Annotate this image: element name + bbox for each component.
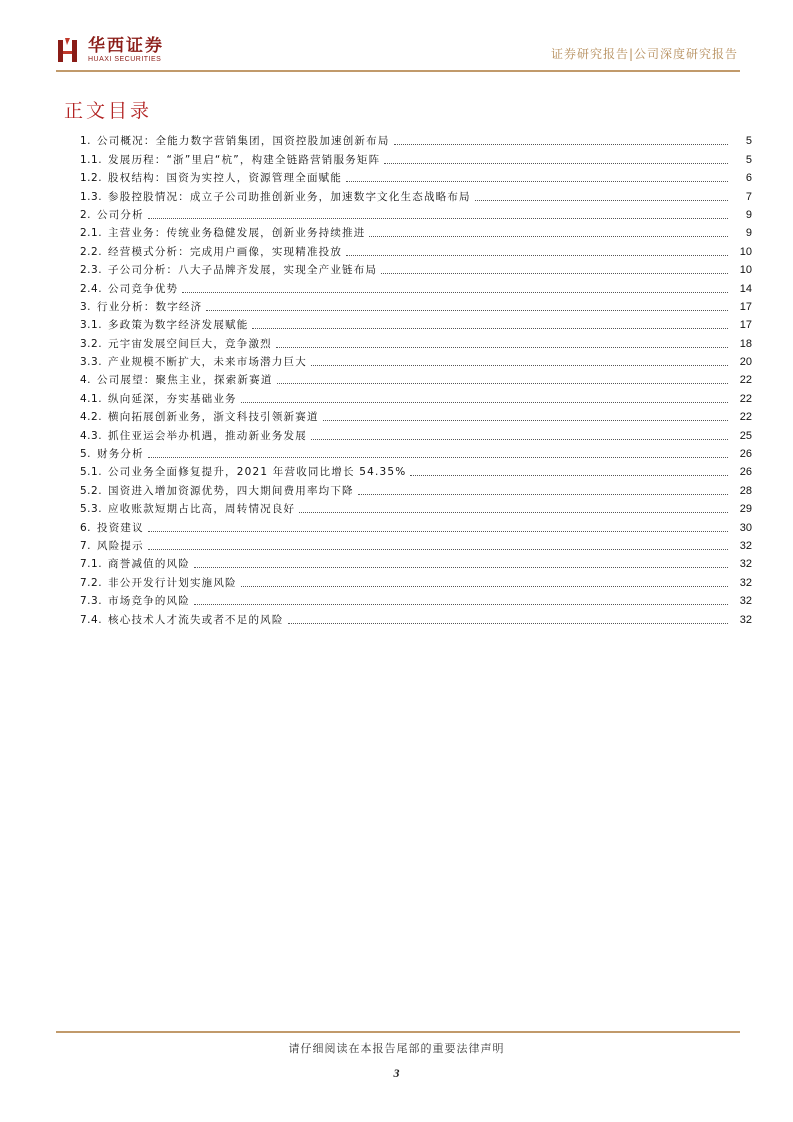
toc-dot-leader — [346, 180, 728, 182]
toc-entry[interactable] — [80, 424, 752, 442]
toc-dot-leader — [381, 272, 728, 274]
toc-entry-page[interactable]: 32 — [739, 613, 752, 626]
toc-entry-page[interactable]: 22 — [739, 392, 752, 405]
toc-dot-leader — [276, 346, 728, 348]
toc-dot-leader — [241, 585, 728, 587]
toc-entry[interactable] — [80, 259, 752, 277]
toc-entry-title[interactable]: 抓住亚运会举办机遇，推动新业务发展 — [108, 429, 307, 442]
toc-entry-number: 2.1. — [80, 227, 103, 240]
toc-dot-leader — [369, 235, 728, 237]
toc-entry-number: 3. — [80, 300, 92, 313]
toc-entry-page[interactable]: 22 — [739, 411, 752, 424]
toc-entry-page[interactable]: 5 — [745, 153, 752, 166]
toc-entry-title[interactable]: 商誉减值的风险 — [108, 558, 190, 571]
toc-dot-leader — [311, 438, 728, 440]
toc-entry[interactable] — [80, 185, 752, 203]
toc-entry[interactable] — [80, 590, 752, 608]
toc-entry-page[interactable]: 20 — [739, 356, 752, 369]
toc-entry-title[interactable]: 核心技术人才流失或者不足的风险 — [108, 613, 284, 626]
toc-entry[interactable] — [80, 351, 752, 369]
report-type: 证券研究报告|公司深度研究报告 — [550, 47, 738, 61]
toc-dot-leader — [475, 199, 728, 201]
toc-entry-number: 2.2. — [80, 245, 103, 258]
footer-divider — [56, 1031, 740, 1033]
toc-entry[interactable] — [80, 535, 752, 553]
toc-entry-number: 7.2. — [80, 576, 103, 589]
toc-entry[interactable] — [80, 608, 752, 626]
toc-entry-title[interactable]: 公司业务全面修复提升，2021 年营收同比增长 54.35% — [108, 466, 407, 479]
toc-entry-page[interactable]: 26 — [739, 448, 752, 461]
header-divider — [56, 70, 740, 72]
toc-entry-number: 5.3. — [80, 503, 103, 516]
toc-entry-number: 6. — [80, 521, 92, 534]
toc-dot-leader — [148, 217, 728, 219]
toc-entry[interactable] — [80, 130, 752, 148]
toc-entry[interactable] — [80, 240, 752, 258]
toc-entry-number: 4. — [80, 374, 92, 387]
toc-entry-title[interactable]: 公司分析 — [97, 208, 144, 221]
toc-entry-page[interactable]: 32 — [739, 576, 752, 589]
toc-entry-number: 3.2. — [80, 337, 103, 350]
toc-dot-leader — [394, 143, 728, 145]
toc-entry-number: 3.1. — [80, 319, 103, 332]
toc-entry-page[interactable]: 14 — [739, 282, 752, 295]
toc-entry-number: 5.2. — [80, 484, 103, 497]
toc-entry-page[interactable]: 28 — [739, 484, 752, 497]
toc-entry-number: 4.3. — [80, 429, 103, 442]
toc-entry-title[interactable]: 公司概况：全能力数字营销集团，国资控股加速创新布局 — [97, 135, 390, 148]
page-number: 3 — [393, 1066, 400, 1080]
toc-entry-page[interactable]: 17 — [739, 319, 752, 332]
toc-entry-title[interactable]: 国资进入增加资源优势，四大期间费用率均下降 — [108, 484, 354, 497]
toc-dot-leader — [206, 309, 728, 311]
toc-entry-number: 5.1. — [80, 466, 103, 479]
toc-entry-title[interactable]: 发展历程：“浙”里启“杭”，构建全链路营销服务矩阵 — [108, 153, 381, 166]
toc-entry-number: 2.4. — [80, 282, 103, 295]
toc-entry[interactable] — [80, 571, 752, 589]
toc-entry-number: 3.3. — [80, 356, 103, 369]
toc-entry-title[interactable]: 元宇宙发展空间巨大，竞争激烈 — [108, 337, 272, 350]
toc-entry[interactable] — [80, 461, 752, 479]
toc-entry-page[interactable]: 10 — [739, 245, 752, 258]
toc-entry-page[interactable]: 22 — [739, 374, 752, 387]
toc-dot-leader — [311, 364, 728, 366]
toc-entry-title[interactable]: 纵向延深，夯实基础业务 — [108, 392, 237, 405]
huaxi-logo — [56, 36, 164, 66]
toc-entry[interactable] — [80, 553, 752, 571]
toc-entry-number: 1. — [80, 135, 92, 148]
toc-entry-title[interactable]: 主营业务：传统业务稳健发展，创新业务持续推进 — [108, 227, 366, 240]
toc-dot-leader — [288, 622, 728, 624]
toc-entry-title[interactable]: 产业规模不断扩大，未来市场潜力巨大 — [108, 356, 307, 369]
toc-entry-page[interactable]: 9 — [745, 227, 752, 240]
toc-entry-page[interactable]: 26 — [739, 466, 752, 479]
toc-entry-title[interactable]: 市场竞争的风险 — [108, 595, 190, 608]
legal-notice: 请仔细阅读在本报告尾部的重要法律声明 — [288, 1042, 505, 1055]
logo-chinese-name: 华西证券 — [88, 36, 164, 56]
toc-entry-page[interactable]: 32 — [739, 558, 752, 571]
toc-entry-number: 7. — [80, 539, 92, 552]
toc-entry-title[interactable]: 多政策为数字经济发展赋能 — [108, 319, 249, 332]
toc-entry-page[interactable]: 9 — [745, 208, 752, 221]
toc-entry-number: 7.1. — [80, 558, 103, 571]
toc-dot-leader — [323, 419, 728, 421]
toc-entry-page[interactable]: 25 — [739, 429, 752, 442]
toc-entry-number: 5. — [80, 448, 92, 461]
toc-dot-leader — [182, 291, 728, 293]
toc-entry-page[interactable]: 30 — [739, 521, 752, 534]
toc-entry-page[interactable]: 32 — [739, 539, 752, 552]
toc-entry[interactable] — [80, 277, 752, 295]
toc-dot-leader — [384, 162, 728, 164]
toc-entry-title[interactable]: 公司展望：聚焦主业，探索新赛道 — [97, 374, 273, 387]
toc-entry[interactable] — [80, 387, 752, 405]
toc-entry-page[interactable]: 10 — [739, 264, 752, 277]
toc-entry-title[interactable]: 应收账款短期占比高，周转情况良好 — [108, 503, 296, 516]
toc-entry-number: 1.3. — [80, 190, 103, 203]
toc-entry-title[interactable]: 子公司分析：八大子品牌齐发展，实现全产业链布局 — [108, 264, 378, 277]
page-header — [56, 30, 738, 70]
toc-entry[interactable] — [80, 332, 752, 350]
toc-entry-title[interactable]: 投资建议 — [97, 521, 144, 534]
toc-entry-title[interactable]: 参股控股情况：成立子公司助推创新业务，加速数字文化生态战略布局 — [108, 190, 471, 203]
toc-entry-number: 2. — [80, 208, 92, 221]
toc-entry-page[interactable]: 17 — [739, 300, 752, 313]
toc-entry[interactable] — [80, 498, 752, 516]
toc-entry[interactable] — [80, 443, 752, 461]
toc-entry-number: 7.3. — [80, 595, 103, 608]
toc-entry-title[interactable]: 行业分析：数字经济 — [97, 300, 203, 313]
toc-entry-page[interactable]: 6 — [745, 172, 752, 185]
toc-entry[interactable] — [80, 369, 752, 387]
table-of-contents — [80, 130, 752, 627]
toc-dot-leader — [241, 401, 728, 403]
toc-entry-page[interactable]: 5 — [745, 135, 752, 148]
toc-dot-leader — [148, 530, 728, 532]
toc-entry-number: 1.2. — [80, 172, 103, 185]
toc-entry[interactable] — [80, 516, 752, 534]
toc-entry-title[interactable]: 非公开发行计划实施风险 — [108, 576, 237, 589]
toc-entry[interactable] — [80, 296, 752, 314]
toc-entry[interactable] — [80, 314, 752, 332]
toc-entry-page[interactable]: 7 — [745, 190, 752, 203]
toc-entry-number: 1.1. — [80, 153, 103, 166]
toc-entry-number: 2.3. — [80, 264, 103, 277]
toc-entry-number: 4.2. — [80, 411, 103, 424]
toc-dot-leader — [252, 327, 728, 329]
toc-entry[interactable] — [80, 148, 752, 166]
toc-entry-page[interactable]: 18 — [739, 337, 752, 350]
toc-dot-leader — [410, 474, 728, 476]
toc-entry-number: 7.4. — [80, 613, 103, 626]
toc-entry-title[interactable]: 经营模式分析：完成用户画像，实现精准投放 — [108, 245, 343, 258]
toc-dot-leader — [194, 603, 728, 605]
toc-entry[interactable] — [80, 204, 752, 222]
toc-entry-page[interactable]: 29 — [739, 503, 752, 516]
toc-entry-title[interactable]: 财务分析 — [97, 448, 144, 461]
toc-dot-leader — [194, 566, 728, 568]
toc-entry-title[interactable]: 股权结构：国资为实控人，资源管理全面赋能 — [108, 172, 343, 185]
toc-entry-page[interactable]: 32 — [739, 595, 752, 608]
toc-dot-leader — [299, 511, 728, 513]
logo-english-name: HUAXI SECURITIES — [88, 56, 162, 63]
toc-entry-title[interactable]: 公司竞争优势 — [108, 282, 179, 295]
toc-dot-leader — [148, 456, 728, 458]
toc-title: 正文目录 — [64, 100, 153, 122]
toc-entry[interactable] — [80, 222, 752, 240]
toc-entry[interactable] — [80, 479, 752, 497]
toc-dot-leader — [346, 254, 728, 256]
toc-entry-number: 4.1. — [80, 392, 103, 405]
toc-entry-title[interactable]: 风险提示 — [97, 539, 144, 552]
toc-dot-leader — [277, 382, 728, 384]
huaxi-logo-icon — [56, 36, 82, 66]
toc-entry[interactable] — [80, 167, 752, 185]
toc-dot-leader — [358, 493, 728, 495]
toc-dot-leader — [148, 548, 728, 550]
toc-entry[interactable] — [80, 406, 752, 424]
toc-entry-title[interactable]: 横向拓展创新业务，浙文科技引领新赛道 — [108, 411, 319, 424]
